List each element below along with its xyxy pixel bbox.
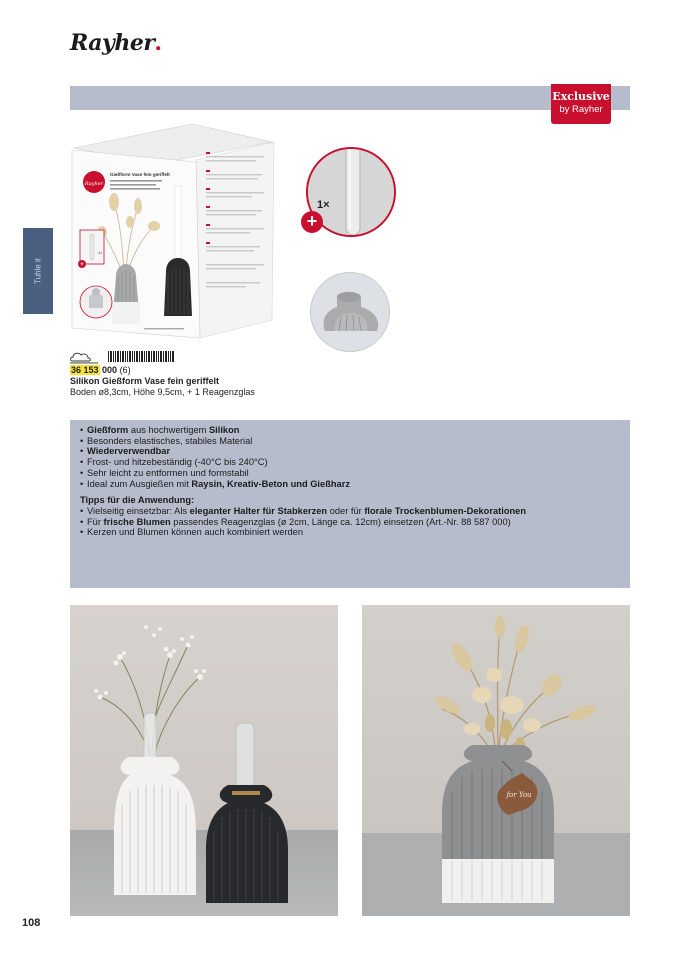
feature-item: • Sehr leicht zu entformen und formstabil <box>80 468 620 479</box>
tips-list <box>80 506 620 538</box>
svg-text:+: + <box>80 262 84 268</box>
plus-icon: + <box>301 211 323 233</box>
header-band <box>70 86 630 110</box>
product-name: Silikon Gießform Vase fein geriffelt <box>70 376 220 386</box>
photo-white-black-vases <box>70 605 338 916</box>
box-tube-count: 1× <box>98 250 103 255</box>
article-number: 36 153 000 (6) <box>71 365 131 375</box>
product-icons <box>70 350 210 364</box>
feature-list <box>80 425 620 489</box>
photo-dried-flower-vase <box>362 605 630 916</box>
pack-quantity: (6) <box>117 365 131 375</box>
feature-item: • Besonders elastisches, stabiles Material <box>80 436 620 447</box>
tip-item: • Für frische Blumen passendes Reagenzglas (ø 2cm, Länge ca. 12cm) einsetzen (Art.-Nr. 88 587 000) <box>80 517 620 528</box>
article-number-highlight: 36 153 <box>71 365 99 375</box>
features-panel <box>70 420 630 588</box>
exclusive-badge <box>551 84 611 124</box>
cloud-icon <box>71 353 91 361</box>
tip-item: • Vielseitig einsetzbar: Als eleganter Halter für Stabkerzen oder für florale Trockenblumen-Dekorationen <box>80 506 620 517</box>
side-tab-label: Tuhle it <box>33 258 43 284</box>
exclusive-subtitle: by Rayher <box>559 104 603 115</box>
feature-item: • Frost- und hitzebeständig (-40°C bis 240°C) <box>80 457 620 468</box>
barcode-icon <box>108 351 174 362</box>
tip-item: • Kerzen und Blumen können auch kombiniert werden <box>80 527 620 538</box>
feature-item: • Ideal zum Ausgießen mit Raysin, Kreativ-Beton und Gießharz <box>80 479 620 490</box>
box-title: Gießform Vase fein geriffelt <box>110 172 170 177</box>
exclusive-title: Exclusive <box>552 90 610 103</box>
feature-item: • Wiederverwendbar <box>80 446 620 457</box>
side-tab[interactable] <box>23 228 53 314</box>
tips-title: Tipps für die Anwendung: <box>80 495 195 506</box>
feature-item: • Gießform aus hochwertigem Silikon <box>80 425 620 436</box>
product-description: Boden ø8,3cm, Höhe 9,5cm, + 1 Reagenzglas <box>70 387 255 397</box>
mold-detail-image <box>310 272 390 352</box>
box-logo-text: Rayher <box>84 181 104 187</box>
page-number: 108 <box>22 917 41 929</box>
brand-logo: Rayher. <box>70 30 162 56</box>
tag-text: for You <box>506 791 532 799</box>
test-tube-count: 1× <box>317 199 330 211</box>
product-box-image <box>64 122 290 344</box>
